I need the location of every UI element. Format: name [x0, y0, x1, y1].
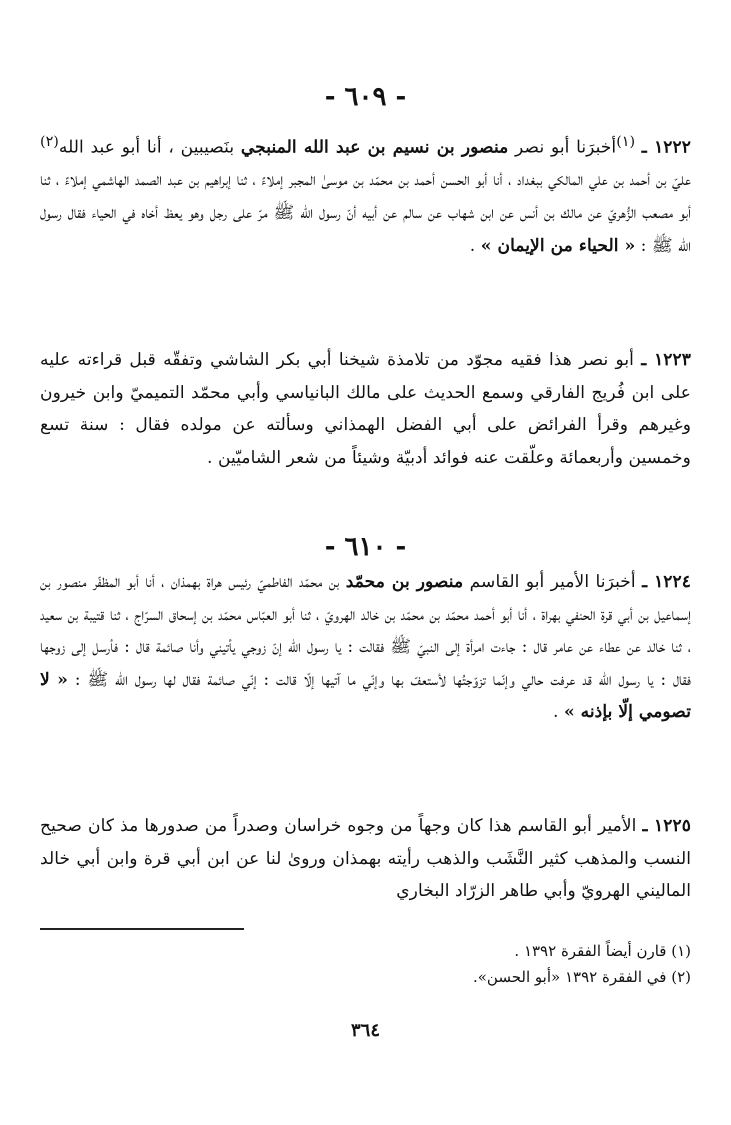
entry-text: .: [469, 235, 481, 256]
narrator-name: منصور بن محمّد: [345, 572, 464, 592]
entry-text: الأمير أبو القاسم هذا كان وجهاً من وجوه خراسان وصدراً من صدورها مذ كان صحيح النسب والمذهب كثير النَّشَب والذهب رأيته بهمذان وروىٰ لنا عن ابن أبي قرة وابن أبي خالد الماليني الهرويّ وأبي طاهر الزرّاد البخاري: [40, 816, 691, 902]
section-heading-610: - ٦١٠ -: [324, 532, 407, 562]
entry-1225: [40, 810, 691, 908]
entry-1224: [40, 566, 691, 729]
entry-text: أخبرَنا الأمير أبو القاسم: [463, 572, 643, 592]
section-heading-609: - ٦٠٩ -: [324, 82, 407, 112]
entry-text: عليّ بن أحمد بن علي المالكي ببغداد ، أنا أبو الحسن أحمد بن محمّد بن موسىٰ المجبر إملاءً ، ثنا إبراهيم بن عبد الصمد الهاشمي إملاءً ، ثنا أبو مصعب الزُّهريّ عن مالك بن أنس عن ابن شهاب عن سالم عن أبيه أنّ رسول الله ﷺ مرّ على رجل وهو يعظ أخاه في الحياء فقال رسول الله ﷺ :: [40, 170, 691, 256]
document-page: [40, 0, 691, 1125]
footnote-1: (١) قارن أيضاً الفقرة ١٣٩٢ .: [514, 942, 691, 960]
entry-1222: [40, 126, 691, 262]
page-number: ٣٦٤: [350, 1020, 380, 1041]
entry-text: .: [553, 702, 564, 723]
footnote-ref: (٢): [40, 134, 59, 150]
entry-text: أخبرَنا أبو نصر: [508, 137, 617, 158]
narrator-name: منصور بن نسيم بن عبد الله المنبجي: [240, 137, 509, 158]
entry-text: بن محمّد الفاطميّ رئيس هراة بهمذان ، أنا أبو المظفّر منصور بن إسماعيل بن أبي قرة الحنفي بهراة ، أنا أبو أحمد محمّد بن محمّد بن خالد الهرويّ ، ثنا أبو العبّاس محمّد بن إسحاق السرّاج ، ثنا قتيبة بن سعيد ، ثنا خالد عن عطاء عن عامر قال : جاءت امرأة إلى النبيّ ﷺ فقالت : يا رسول الله إنّ زوجي يأتيني وأنا صائمة قال : فأرسل إلى زوجها فقال : يا رسول الله قد عرفت حالي وإنّما تزوّجتُها لأستعفّ بها وإنّي ما آتيها إلّا قالت : إنّي صائمة فقال لها رسول الله ﷺ :: [40, 572, 691, 690]
entry-number: ١٢٢٥ ـ: [642, 816, 691, 836]
footnote-2: (٢) في الفقرة ١٣٩٢ «أبو الحسن».: [472, 968, 691, 986]
entry-text: بنَصيبين ، أنا أبو عبد الله: [58, 137, 241, 158]
footnote-ref: (١): [616, 134, 636, 150]
entry-number: ١٢٢٤ ـ: [642, 572, 691, 592]
footnote-divider: [40, 928, 244, 930]
hadith-quote: « لا تصومي إلّا بإذنه »: [40, 669, 691, 723]
hadith-quote: « الحياء من الإيمان »: [480, 235, 636, 256]
entry-1223: [40, 344, 691, 474]
entry-text: أبو نصر هذا فقيه مجوّد من تلامذة شيخنا أبي بكر الشاشي وتفقّه قبل قراءته عليه على ابن فُريج الفارقي وسمع الحديث على مالك البانياسي وأبي محمّد التميميّ وابن خيرون وغيرهم وقرأ الفرائض على أبي الفضل الهمذاني وسألته عن مولده فقال : سنة تسع وخمسين وأربعمائة وعلّقت عنه فوائد أدبيّة وشيئاً من شعر الشاميّين .: [40, 350, 691, 468]
entry-number: ١٢٢٣ ـ: [641, 350, 691, 370]
entry-number: ١٢٢٢ ـ: [641, 137, 692, 158]
